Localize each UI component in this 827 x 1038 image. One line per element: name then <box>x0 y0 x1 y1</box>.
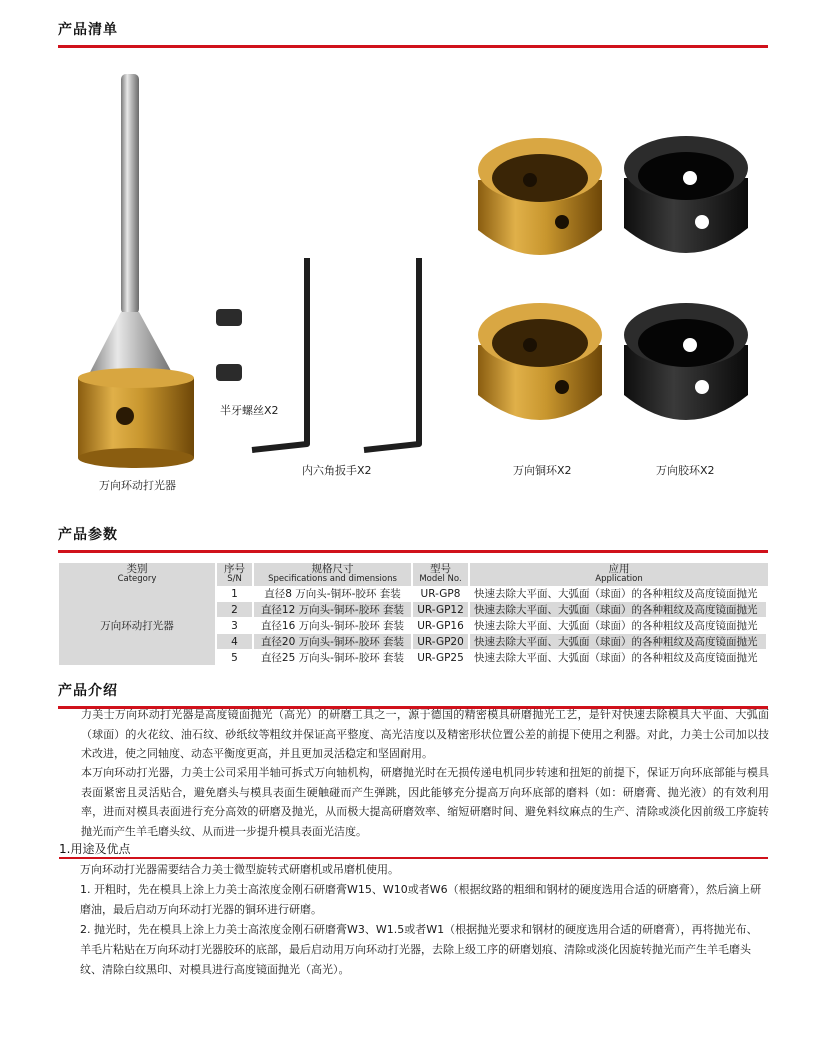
screw-image <box>216 309 242 381</box>
caption-wrench: 内六角扳手X2 <box>302 464 372 477</box>
section-title: 产品清单 <box>58 22 118 38</box>
header-spec: 规格尺寸 Specifications and dimensions <box>254 563 413 586</box>
caption-rubber-ring: 万向胶环X2 <box>656 464 715 477</box>
intro-paragraph-2: 本万向环动打光器，力美士公司采用半轴可拆式万向轴机构，研磨抛光时在无损传递电机同步转速和扭矩的前提下，保证万向环底部能与模具表面紧密且灵活贴合，避免磨头与模具表面生硬触碰而产生弹跳，因此能够充分提高万向环底部的磨料（如：研磨膏、抛光液）的有效利用率，进而对模具表面进行充分高效的研磨及抛光，从而极大提高研磨效率、缩短研磨时间、避免料纹麻点的生产、清除或淡化因前级工序旋转抛光而产生羊毛磨头纹、从而进一步提升模具表面光洁度。 <box>81 766 769 838</box>
model-cell: UR-GP25 <box>413 650 470 666</box>
model-cell: UR-GP16 <box>413 618 470 634</box>
header-category: 类别 Category <box>59 563 217 586</box>
caption-polisher: 万向环动打光器 <box>99 479 176 492</box>
table-header-row <box>59 563 768 586</box>
caption-copper-ring: 万向铜环X2 <box>513 464 572 477</box>
hex-wrench-image <box>252 258 419 450</box>
table-row <box>59 586 768 602</box>
copper-ring-image <box>478 138 602 420</box>
usage-lead: 万向环动打光器需要结合力美士微型旋转式研磨机或吊磨机使用。 <box>80 863 399 876</box>
intro-paragraph-1: 力美士万向环动打光器是高度镜面抛光（高光）的研磨工具之一，源于德国的精密模具研磨抛光工艺，是针对快速去除模具大平面、大弧面（球面）的火花纹、油石纹、砂纸纹等粗纹并保证高平整度、高光洁度以及精密形状位置公差的前提下使用之利器。对此，力美士公司加以技术改进，使之同轴度、动态平衡度更高，并且更加灵活稳定和坚固耐用。 <box>81 708 769 760</box>
sn-cell: 2 <box>217 602 254 618</box>
model-cell: UR-GP12 <box>413 602 470 618</box>
section-product-params <box>58 524 768 553</box>
usage-list <box>80 860 768 980</box>
header-application: 应用 Application <box>470 563 768 586</box>
section-divider <box>58 550 768 553</box>
polisher-image <box>78 74 194 468</box>
header-model: 型号 Model No. <box>413 563 470 586</box>
usage-item: 1. 开粗时，先在模具上涂上力美士高浓度金刚石研磨膏W15、W10或者W6（根据纹路的粗细和钢材的硬度选用合适的研磨膏），然后滴上研磨油，最后启动万向环动打光器的铜环进行研磨。 <box>80 883 762 916</box>
spec-table <box>59 563 768 666</box>
model-cell: UR-GP20 <box>413 634 470 650</box>
spec-cell: 直径20 万向头-铜环-胶环 套装 <box>254 634 413 650</box>
application-cell: 快速去除大平面、大弧面（球面）的各种粗纹及高度镜面抛光 <box>470 586 768 602</box>
model-cell: UR-GP8 <box>413 586 470 602</box>
caption-screws: 半牙螺丝X2 <box>220 404 279 417</box>
spec-cell: 直径8 万向头-铜环-胶环 套装 <box>254 586 413 602</box>
application-cell: 快速去除大平面、大弧面（球面）的各种粗纹及高度镜面抛光 <box>470 634 768 650</box>
category-cell: 万向环动打光器 <box>59 586 217 666</box>
sn-cell: 4 <box>217 634 254 650</box>
sn-cell: 1 <box>217 586 254 602</box>
rubber-ring-image <box>624 136 748 420</box>
section-title: 产品介绍 <box>58 683 118 699</box>
application-cell: 快速去除大平面、大弧面（球面）的各种粗纹及高度镜面抛光 <box>470 602 768 618</box>
usage-title: 1.用途及优点 <box>59 842 131 856</box>
spec-cell: 直径12 万向头-铜环-胶环 套装 <box>254 602 413 618</box>
usage-item: 2. 抛光时，先在模具上涂上力美士高浓度金刚石研磨膏W3、W1.5或者W1（根据抛光要求和钢材的硬度选用合适的研磨膏），再将抛光布、羊毛片粘贴在万向环动打光器胶环的底部，最后启动用万向环动打光器，去除上级工序的研磨划痕、清除或淡化因旋转抛光而产生羊毛磨头纹、清除白纹黑印、对模具进行高度镜面抛光（高光）。 <box>80 923 758 976</box>
spec-cell: 直径16 万向头-铜环-胶环 套装 <box>254 618 413 634</box>
sn-cell: 3 <box>217 618 254 634</box>
usage-divider <box>59 857 768 859</box>
spec-cell: 直径25 万向头-铜环-胶环 套装 <box>254 650 413 666</box>
application-cell: 快速去除大平面、大弧面（球面）的各种粗纹及高度镜面抛光 <box>470 618 768 634</box>
application-cell: 快速去除大平面、大弧面（球面）的各种粗纹及高度镜面抛光 <box>470 650 768 666</box>
section-title: 产品参数 <box>58 527 118 543</box>
sn-cell: 5 <box>217 650 254 666</box>
header-sn: 序号 S/N <box>217 563 254 586</box>
product-illustration <box>0 0 827 500</box>
